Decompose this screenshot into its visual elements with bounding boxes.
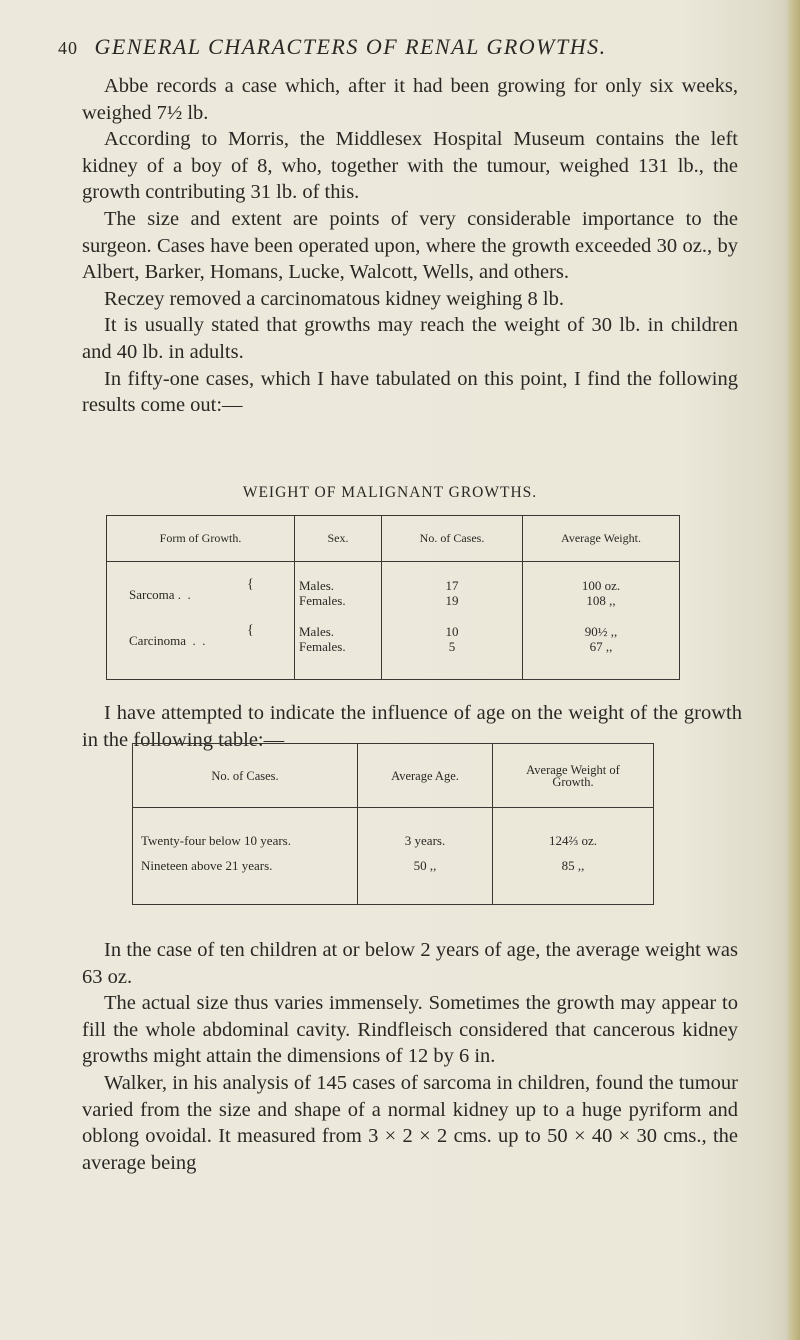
age-value: 50 ,, bbox=[413, 858, 437, 873]
weight-cell bbox=[523, 562, 680, 680]
cases-value: 5 bbox=[448, 639, 456, 654]
paragraph: According to Morris, the Middlesex Hospital Museum contains the left kidney of a boy of 8, who, together with the tumour, weighed 131 lb., the growth contributing 31 lb. of this. bbox=[82, 128, 738, 204]
running-head bbox=[58, 34, 758, 60]
weight-value: 90½ ,, bbox=[584, 624, 618, 639]
column-header: Sex. bbox=[295, 516, 382, 562]
table-row bbox=[133, 808, 654, 905]
sex-value: Females. bbox=[299, 639, 346, 654]
form-cell bbox=[107, 562, 295, 680]
sex-value: Males. bbox=[299, 578, 335, 593]
column-header: Average Age. bbox=[358, 744, 493, 808]
table-header-row bbox=[133, 744, 654, 808]
cases-value: 19 bbox=[445, 593, 459, 608]
paragraph: The actual size thus varies immensely. Sometimes the growth may appear to fill the whole abdominal cavity. Rindfleisch considered that cancerous kidney growths might attain the dimensions of 12 by 6 in. bbox=[82, 992, 738, 1068]
page-number: 40 bbox=[58, 38, 78, 58]
running-title: GENERAL CHARACTERS OF RENAL GROWTHS. bbox=[94, 34, 607, 59]
paragraph: Reczey removed a carcinomatous kidney weighing 8 lb. bbox=[104, 287, 564, 310]
weight-cell bbox=[493, 808, 654, 905]
weight-table bbox=[106, 515, 680, 680]
form-label: Carcinoma . . bbox=[129, 633, 206, 648]
column-header: Average Weight of Growth. bbox=[493, 744, 654, 808]
age-value: 3 years. bbox=[404, 833, 446, 848]
column-header: Average Weight. bbox=[523, 516, 680, 562]
paragraph: In the case of ten children at or below 2 years of age, the average weight was 63 oz. bbox=[82, 939, 738, 988]
cases-value: 10 bbox=[445, 624, 459, 639]
cases-value: Nineteen above 21 years. bbox=[141, 858, 273, 873]
sex-cell bbox=[295, 562, 382, 680]
page-edge bbox=[786, 0, 800, 1340]
paragraph: I have attempted to indicate the influence of age on the weight of the growth in the following table:— bbox=[82, 702, 742, 751]
weight-value: 100 oz. bbox=[581, 578, 621, 593]
cases-cell bbox=[133, 808, 358, 905]
form-group bbox=[129, 578, 293, 624]
table-header-row bbox=[107, 516, 680, 562]
weight-value: 108 ,, bbox=[586, 593, 616, 608]
brace-glyph: { bbox=[247, 577, 254, 592]
sex-value: Males. bbox=[299, 624, 335, 639]
form-group bbox=[129, 624, 293, 670]
column-header: No. of Cases. bbox=[382, 516, 523, 562]
weight-value: 124⅔ oz. bbox=[548, 833, 598, 848]
age-weight-table bbox=[132, 743, 654, 905]
cases-value: 17 bbox=[445, 578, 459, 593]
paragraph: Abbe records a case which, after it had been growing for only six weeks, weighed 7½ lb. bbox=[82, 75, 738, 124]
cases-value: Twenty-four below 10 years. bbox=[141, 833, 291, 848]
paragraph: Walker, in his analysis of 145 cases of sarcoma in children, found the tumour varied from the size and shape of a normal kidney up to a huge pyriform and oblong ovoidal. It measured from 3 × 2 × 2 cms. up to 50 × 40 × 30 cms., the average being bbox=[82, 1071, 738, 1174]
column-header: No. of Cases. bbox=[133, 744, 358, 808]
paragraph: In fifty-one cases, which I have tabulated on this point, I find the following results come out:— bbox=[82, 367, 738, 417]
table-row bbox=[107, 562, 680, 680]
body-text-top bbox=[82, 73, 738, 419]
age-cell bbox=[358, 808, 493, 905]
sex-value: Females. bbox=[299, 593, 346, 608]
paragraph: It is usually stated that growths may reach the weight of 30 lb. in children and 40 lb. in adults. bbox=[82, 314, 738, 363]
column-header: Form of Growth. bbox=[107, 516, 295, 562]
weight-value: 85 ,, bbox=[561, 858, 585, 873]
paragraph: The size and extent are points of very considerable importance to the surgeon. Cases have been operated upon, where the growth exceeded 30 oz., by Albert, Barker, Homans, Lucke, Walcott, Wells, and others. bbox=[82, 207, 738, 284]
brace-glyph: { bbox=[247, 623, 254, 638]
form-label: Sarcoma . . bbox=[129, 587, 191, 602]
weight-value: 67 ,, bbox=[589, 639, 613, 654]
body-text-bottom bbox=[82, 937, 738, 1176]
table-caption: WEIGHT OF MALIGNANT GROWTHS. bbox=[242, 484, 538, 501]
cases-cell bbox=[382, 562, 523, 680]
